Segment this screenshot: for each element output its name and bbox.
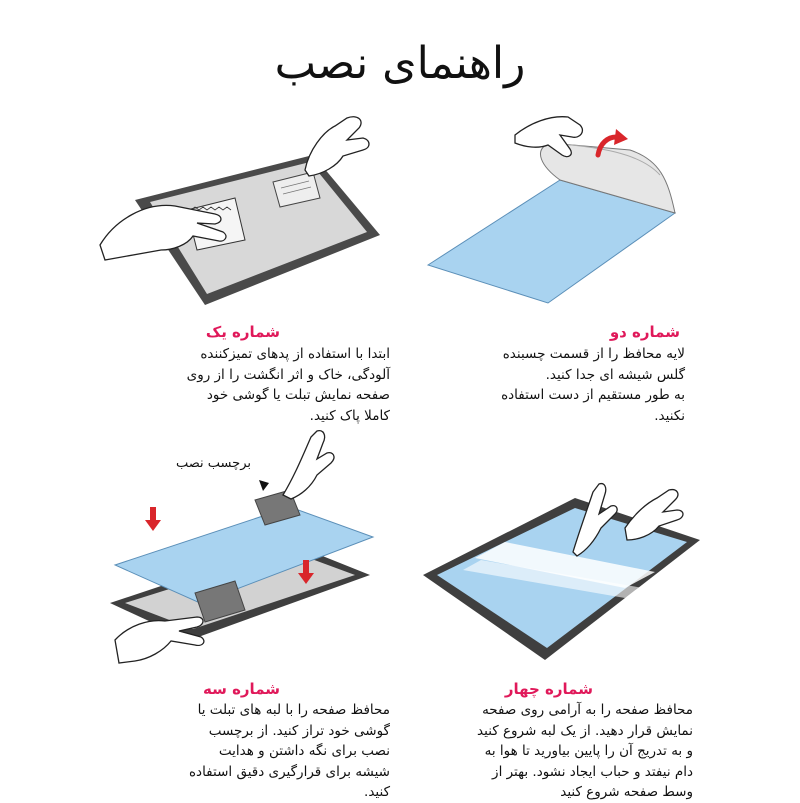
hand-icon-2 [115, 617, 204, 663]
step-four-line: محافظ صفحه را به آرامی روی صفحه [482, 702, 693, 718]
step-four-line: وسط صفحه شروع کنید [560, 784, 693, 800]
step-three-line: کنید. [364, 784, 390, 800]
step-three-heading: شماره سه [203, 680, 280, 698]
step-four-illustration [415, 480, 710, 670]
hand-icon [283, 431, 334, 499]
step-three-text [105, 700, 390, 803]
step-one-line: آلودگی، خاک و اثر انگشت را از روی [186, 366, 390, 383]
step-three-line: گوشی خود تراز کنید. از برچسب [208, 722, 390, 739]
step-four-line: و به تدریج آن را پایین بیاورید تا هوا به [484, 743, 693, 759]
hand-icon-2 [305, 117, 369, 176]
step-three-line: محافظ صفحه را با لبه های تبلت یا [197, 702, 390, 718]
step-two-illustration [420, 105, 700, 315]
step-four-line: نمایش قرار دهید. از یک لبه شروع کنید [477, 722, 693, 739]
step-two-line: به طور مستقیم از دست استفاده [501, 387, 685, 403]
step-three-line: شیشه برای قرارگیری دقیق استفاده [188, 763, 390, 780]
step-two-text [425, 344, 685, 426]
install-sticker-label: برچسب نصب [176, 456, 251, 471]
step-four-heading: شماره چهار [504, 680, 593, 698]
step-four-text [418, 700, 693, 803]
step-three-line: نصب برای نگه داشتن و هدایت [218, 743, 390, 759]
page-title: راهنمای نصب [274, 38, 526, 89]
step-one-line: ابتدا با استفاده از پدهای تمیزکننده [200, 346, 390, 362]
step-one-heading: شماره یک [205, 323, 280, 341]
step-two-line: گلس شیشه ای جدا کنید. [545, 366, 685, 383]
step-one-text [105, 344, 390, 426]
step-four-line: دام نیفتد و حباب ایجاد نشود. بهتر از [492, 763, 693, 780]
step-two-line: لایه محافظ را از قسمت چسبنده [502, 346, 685, 362]
step-two-line: نکنید. [654, 407, 685, 424]
step-one-line: کاملا پاک کنید. [309, 407, 390, 424]
step-one-illustration [95, 110, 395, 310]
step-one-line: صفحه نمایش تبلت یا گوشی خود [206, 387, 390, 403]
step-two-heading: شماره دو [609, 323, 680, 341]
